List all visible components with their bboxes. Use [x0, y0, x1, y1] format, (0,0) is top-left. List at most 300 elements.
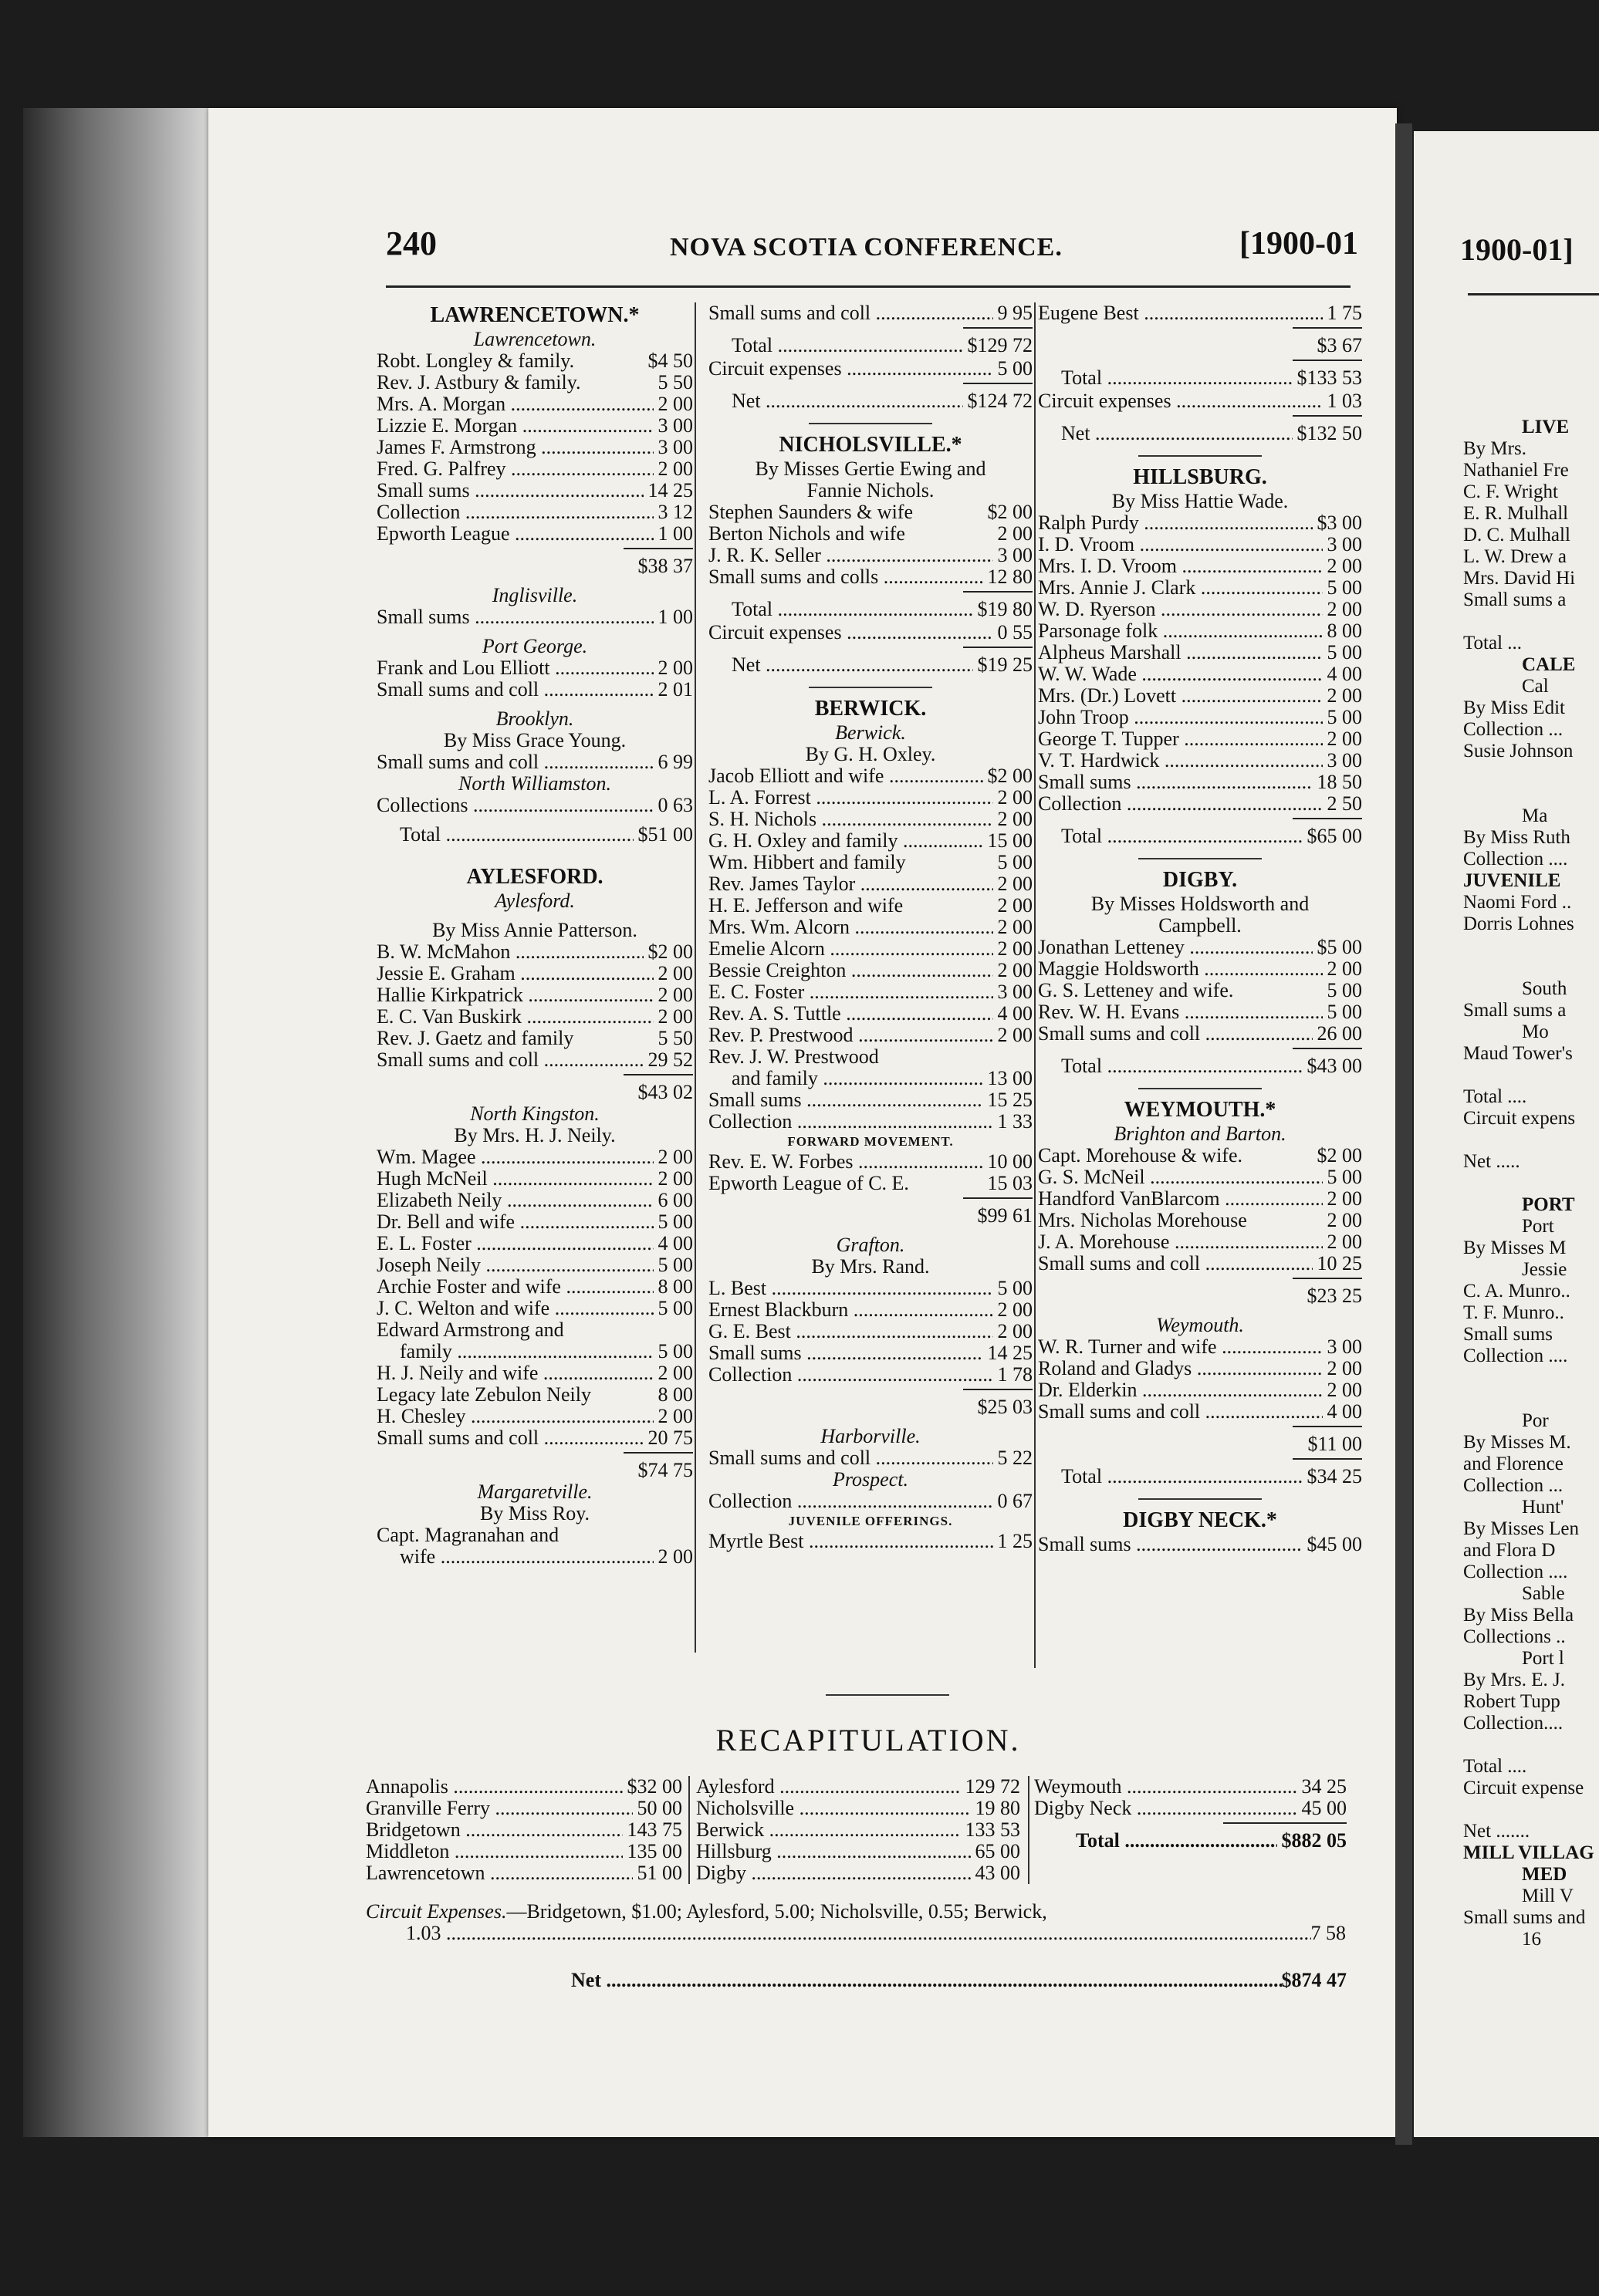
net-label: Net .....: [571, 1969, 1282, 1992]
contribution-entry: [708, 1151, 1033, 1173]
subtotal-line: [377, 1082, 693, 1103]
contribution-entry: [1038, 1023, 1362, 1045]
header-rule: [386, 285, 1351, 288]
net-amount: $874 47: [1281, 1969, 1347, 1991]
contribution-amount: 2 00: [658, 1545, 693, 1568]
contribution-amount: 1 33: [997, 1110, 1033, 1133]
facing-page-line: Total ....: [1463, 1086, 1527, 1107]
contributor-name: J. C. Welton and wife .....: [377, 1298, 654, 1319]
facing-page-line: Jessie: [1522, 1259, 1567, 1280]
circuit-text: —Bridgetown, $1.00; Aylesford, 5.00; Nicholsville, 0.55; Berwick,: [506, 1900, 1047, 1923]
section-heading: HILLSBURG.: [1133, 465, 1267, 489]
contributor-name: Rev. J. Astbury & family.: [377, 372, 581, 393]
subtotal-line: [708, 1205, 1033, 1227]
facing-page-line: T. F. Munro..: [1463, 1302, 1564, 1323]
section-rule: [809, 687, 932, 688]
contributor-name: Small sums and coll .....: [377, 679, 654, 701]
contributor-name: Wm. Magee .....: [377, 1146, 654, 1168]
subtotal-amount: $43 02: [637, 1081, 693, 1103]
page-number: 240: [386, 225, 437, 262]
facing-page-line: Small sums and: [1463, 1907, 1586, 1928]
contribution-amount: 5 00: [997, 1277, 1033, 1299]
total-label: Net .....: [1038, 423, 1293, 446]
contribution-amount: 2 00: [1327, 728, 1362, 750]
facing-page-line: LIVE: [1522, 417, 1570, 437]
recap-entry: [696, 1798, 1020, 1819]
contribution-amount: 0 55: [997, 621, 1033, 643]
total-amount: $132 50: [1296, 422, 1362, 444]
contributor-name: E. L. Foster .....: [377, 1233, 654, 1254]
contribution-entry: [708, 917, 1033, 938]
contributor-name: Roland and Gladys .....: [1038, 1358, 1323, 1379]
facing-page-line: 16: [1522, 1929, 1541, 1950]
contribution-entry: [708, 895, 1033, 917]
contributor-name: family .....: [377, 1341, 654, 1362]
section-rule: [1138, 1088, 1262, 1089]
recap-entry: [366, 1798, 682, 1819]
place-subheading: Harborville.: [820, 1425, 921, 1447]
section-rule: [1138, 455, 1262, 457]
contribution-entry: [708, 1003, 1033, 1025]
contributor-name: Rev. E. W. Forbes .....: [708, 1151, 983, 1173]
contribution-amount: 4 00: [658, 1232, 693, 1254]
contribution-entry: [377, 1233, 693, 1254]
contribution-entry: [377, 523, 693, 545]
facing-header-rule: [1468, 293, 1599, 295]
facing-page-line: Total ...: [1463, 633, 1523, 653]
recap-amount: 133 53: [965, 1818, 1020, 1841]
contribution-amount: 8 00: [658, 1275, 693, 1298]
contributor-name: Capt. Morehouse & wife.: [1038, 1145, 1243, 1167]
contributor-name: G. E. Best .....: [708, 1321, 993, 1342]
facing-page-line: D. C. Mulhall: [1463, 525, 1570, 545]
contribution-entry: [708, 787, 1033, 809]
total-amount: $133 53: [1296, 366, 1362, 389]
facing-page-line: By Misses M.: [1463, 1432, 1571, 1453]
circuit-label: Circuit Expenses.: [366, 1900, 507, 1923]
total-label: Total .....: [377, 824, 634, 847]
contribution-entry: [377, 679, 693, 701]
recap-entry: [366, 1841, 682, 1862]
recap-amount: 143 75: [627, 1818, 682, 1841]
book-edge: [23, 108, 224, 2137]
contributor-name: Mrs. (Dr.) Lovett .....: [1038, 685, 1323, 707]
contribution-amount: 2 00: [997, 1298, 1033, 1321]
contribution-entry: [1038, 707, 1362, 728]
collector-line: Campbell.: [1158, 914, 1242, 937]
contribution-entry: [377, 941, 693, 963]
contribution-entry: [377, 1276, 693, 1298]
total-label: Total .....: [1038, 1055, 1303, 1079]
facing-page-line: By Mrs. E. J.: [1463, 1670, 1565, 1690]
contributor-name: Mrs. Wm. Alcorn .....: [708, 917, 993, 938]
contribution-entry: [708, 1491, 1033, 1512]
contributor-name: Small sums .....: [1038, 772, 1313, 793]
contributor-name: wife .....: [377, 1546, 654, 1568]
recap-entry: [696, 1776, 1020, 1798]
contributor-name: George T. Tupper .....: [1038, 728, 1323, 750]
total-line: [1038, 367, 1362, 390]
recap-divider: [1028, 1776, 1029, 1884]
contribution-amount: 5 50: [658, 371, 693, 393]
place-subheading: Port George.: [482, 635, 588, 657]
collector-line: By G. H. Oxley.: [805, 743, 936, 765]
contribution-entry: [1038, 772, 1362, 793]
contributor-name: Maggie Holdsworth .....: [1038, 958, 1323, 980]
contribution-amount: 2 00: [1327, 598, 1362, 620]
facing-page-line: Por: [1522, 1410, 1549, 1431]
contribution-entry: [708, 852, 1033, 873]
facing-page-line: Cal: [1522, 676, 1549, 697]
contributor-name: Emelie Alcorn .....: [708, 938, 993, 960]
contributor-name: Small sums and coll .....: [708, 1447, 993, 1469]
contributor-name: Hallie Kirkpatrick .....: [377, 984, 654, 1006]
circuit-expenses: [366, 1901, 1346, 1944]
section-heading: DIGBY.: [1162, 868, 1238, 892]
contribution-entry: [708, 981, 1033, 1003]
facing-page-line: CALE: [1522, 654, 1576, 675]
contribution-amount: 5 00: [1327, 706, 1362, 728]
facing-page-header: 1900-01]: [1460, 232, 1574, 267]
subtotal-line: [1038, 335, 1362, 356]
facing-page-line: C. A. Munro..: [1463, 1281, 1570, 1302]
contribution-entry: [377, 751, 693, 773]
contribution-entry: [708, 622, 1033, 643]
recap-name: Annapolis .....: [366, 1776, 623, 1798]
place-subheading: Weymouth.: [1156, 1314, 1244, 1336]
contributor-name: John Troop .....: [1038, 707, 1323, 728]
facing-page-line: South: [1522, 978, 1567, 999]
contribution-entry: [708, 1364, 1033, 1386]
contribution-entry: [377, 1028, 693, 1049]
circuit-amount: 7 58: [1310, 1922, 1346, 1944]
facing-page-line: Collection ....: [1463, 1562, 1568, 1582]
collector-line: By Mrs. Rand.: [811, 1255, 930, 1278]
contribution-amount: 20 75: [647, 1427, 693, 1449]
contribution-entry: [708, 1531, 1033, 1552]
contributor-name: Small sums .....: [377, 606, 654, 628]
facing-page-line: Net .....: [1463, 1151, 1520, 1172]
column-1: [377, 302, 693, 1568]
running-header: [386, 224, 1358, 270]
recap-total-line: [1034, 1830, 1347, 1853]
facing-page-line: Susie Johnson: [1463, 741, 1574, 761]
contributor-name: Circuit expenses .....: [708, 358, 993, 380]
facing-page-line: C. F. Wright: [1463, 481, 1558, 502]
contributor-name: W. R. Turner and wife .....: [1038, 1336, 1323, 1358]
contributor-name: Archie Foster and wife .....: [377, 1276, 654, 1298]
total-amount: $19 25: [977, 653, 1033, 676]
contribution-amount: $2 00: [1317, 1144, 1362, 1167]
contributor-name: Small sums and coll .....: [377, 1427, 644, 1449]
subtotal-amount: $38 37: [637, 555, 693, 577]
contributor-name: Collection .....: [708, 1364, 993, 1386]
recap-entry: [696, 1819, 1020, 1841]
contribution-entry: [1038, 599, 1362, 620]
contribution-entry: [708, 501, 1033, 523]
recap-name: Aylesford .....: [696, 1776, 961, 1798]
contributor-name: Hugh McNeil .....: [377, 1168, 654, 1190]
contribution-amount: 1 00: [658, 606, 693, 628]
contributor-name: Rev. J. W. Prestwood: [708, 1046, 879, 1068]
contribution-amount: 2 00: [997, 522, 1033, 545]
contribution-amount: $5 00: [1317, 936, 1362, 958]
contribution-entry: [1038, 750, 1362, 772]
contribution-entry: [1038, 1231, 1362, 1253]
contributor-name: Collection .....: [708, 1491, 993, 1512]
contribution-amount: 2 00: [997, 937, 1033, 960]
section-heading: LAWRENCETOWN.*: [430, 303, 640, 327]
recap-name: Berwick .....: [696, 1819, 961, 1841]
contributor-name: Collections .....: [377, 795, 654, 816]
section-heading: AYLESFORD.: [466, 865, 603, 889]
recap-amount: 45 00: [1301, 1797, 1347, 1819]
contributor-name: V. T. Hardwick .....: [1038, 750, 1323, 772]
contributor-name: Collection .....: [708, 1111, 993, 1133]
contributor-name: Bessie Creighton .....: [708, 960, 993, 981]
facing-page-line: Net .......: [1463, 1821, 1530, 1842]
contribution-entry: [708, 960, 1033, 981]
subtotal-amount: $3 67: [1317, 334, 1362, 356]
recap-amount: 135 00: [627, 1840, 682, 1862]
contribution-entry: [377, 657, 693, 679]
recap-entry: [696, 1841, 1020, 1862]
facing-page-line: By Mrs.: [1463, 438, 1526, 459]
contribution-amount: 4 00: [997, 1002, 1033, 1025]
facing-page-line: and Florence: [1463, 1454, 1564, 1474]
facing-page-line: By Miss Ruth: [1463, 827, 1570, 848]
facing-page-line: Total ....: [1463, 1756, 1527, 1777]
contribution-entry: [1038, 685, 1362, 707]
contributor-name: Circuit expenses .....: [1038, 390, 1323, 412]
contribution-amount: 2 00: [658, 393, 693, 415]
place-subheading: Grafton.: [836, 1234, 905, 1256]
contribution-entry: [708, 765, 1033, 787]
contribution-entry: [708, 1046, 1033, 1068]
recap-amount: 129 72: [965, 1775, 1020, 1798]
facing-page-line: Collection ....: [1463, 849, 1568, 869]
contributor-name: W. D. Ryerson .....: [1038, 599, 1323, 620]
contribution-amount: $2 00: [987, 765, 1033, 787]
contribution-amount: 5 22: [997, 1447, 1033, 1469]
contribution-amount: 2 00: [1327, 1231, 1362, 1253]
total-label: Total .....: [1038, 1466, 1303, 1489]
column-divider: [695, 302, 696, 1653]
contribution-amount: 18 50: [1317, 771, 1362, 793]
collector-line: By Misses Gertie Ewing and: [755, 458, 986, 480]
contributor-name: Small sums .....: [708, 1089, 983, 1111]
contribution-entry: [377, 415, 693, 437]
contribution-amount: 10 25: [1317, 1252, 1362, 1275]
contribution-entry: [377, 1319, 693, 1341]
total-line: [377, 824, 693, 847]
recap-name: Digby Neck .....: [1034, 1798, 1297, 1819]
section-heading: BERWICK.: [814, 697, 927, 721]
contribution-entry: [377, 1049, 693, 1071]
spacer: [377, 847, 693, 864]
contribution-entry: [377, 393, 693, 415]
contribution-amount: 2 00: [658, 962, 693, 984]
contribution-entry: [1038, 1210, 1362, 1231]
contributor-name: Small sums and coll .....: [377, 1049, 644, 1071]
contribution-entry: [377, 350, 693, 372]
contributor-name: Rev. P. Prestwood .....: [708, 1025, 993, 1046]
contribution-amount: $45 00: [1307, 1533, 1362, 1555]
contribution-amount: [688, 1319, 693, 1341]
facing-page-line: MED: [1522, 1864, 1567, 1885]
contribution-entry: [708, 302, 1033, 324]
contribution-entry: [1038, 1379, 1362, 1401]
contribution-entry: [1038, 958, 1362, 980]
contribution-entry: [708, 938, 1033, 960]
contribution-amount: 5 00: [1327, 1001, 1362, 1023]
small-caps-heading: FORWARD MOVEMENT.: [787, 1134, 954, 1149]
contribution-entry: [1038, 1145, 1362, 1167]
subtotal-amount: $11 00: [1307, 1433, 1362, 1455]
contribution-amount: 1 00: [658, 522, 693, 545]
contribution-entry: [1038, 1167, 1362, 1188]
column-3: [1038, 302, 1362, 1555]
circuit-text-2: 1.03 .....: [366, 1923, 1311, 1944]
contribution-amount: 2 00: [1327, 1209, 1362, 1231]
recap-amount: 51 00: [637, 1862, 682, 1884]
contribution-entry: [1038, 793, 1362, 815]
contribution-amount: 15 00: [987, 829, 1033, 852]
facing-page-line: Ma: [1522, 805, 1548, 826]
collector-line: By Miss Hattie Wade.: [1111, 490, 1289, 512]
contribution-entry: [377, 1362, 693, 1384]
facing-page-line: Maud Tower's: [1463, 1043, 1573, 1064]
facing-page-line: By Miss Edit: [1463, 697, 1565, 718]
collector-line: By Mrs. H. J. Neily.: [454, 1124, 616, 1146]
book-gutter: [1395, 123, 1412, 2145]
recap-amount: 50 00: [637, 1797, 682, 1819]
contribution-entry: [377, 372, 693, 393]
contribution-amount: 2 00: [658, 1405, 693, 1427]
contribution-entry: [1038, 390, 1362, 412]
recap-name: Nicholsville .....: [696, 1798, 971, 1819]
contribution-amount: 2 00: [1327, 1357, 1362, 1379]
facing-page-line: JUVENILE: [1463, 870, 1561, 891]
collector-line: By Miss Annie Patterson.: [432, 919, 637, 941]
recap-amount: $32 00: [627, 1775, 682, 1798]
contribution-amount: 5 00: [997, 851, 1033, 873]
subtotal-line: [377, 555, 693, 577]
total-amount: $43 00: [1307, 1055, 1362, 1077]
contributor-name: Mrs. Annie J. Clark .....: [1038, 577, 1323, 599]
contributor-name: E. C. Foster .....: [708, 981, 993, 1003]
contributor-name: Small sums and colls .....: [708, 566, 983, 588]
contribution-entry: [708, 1111, 1033, 1133]
contribution-entry: [1038, 302, 1362, 324]
contributor-name: Circuit expenses .....: [708, 622, 993, 643]
subtotal-amount: $99 61: [977, 1204, 1033, 1227]
contributor-name: Jessie E. Graham .....: [377, 963, 654, 984]
contribution-entry: [1038, 728, 1362, 750]
contributor-name: Epworth League of C. E.: [708, 1173, 909, 1194]
total-line: [1038, 826, 1362, 849]
contributor-name: I. D. Vroom .....: [1038, 534, 1323, 555]
contributor-name: Parsonage folk .....: [1038, 620, 1323, 642]
facing-page-line: Dorris Lohnes: [1463, 913, 1574, 934]
facing-page-line: and Flora D: [1463, 1540, 1556, 1561]
subtotal-line: [1038, 1433, 1362, 1455]
contribution-amount: 5 50: [658, 1027, 693, 1049]
total-label: Net .....: [708, 390, 963, 414]
contribution-amount: 2 00: [658, 1362, 693, 1384]
contribution-entry: [708, 809, 1033, 830]
facing-page-line: Sable: [1522, 1583, 1565, 1604]
contribution-amount: 2 00: [658, 1005, 693, 1028]
recap-divider: [688, 1776, 690, 1884]
contribution-amount: [1028, 1046, 1033, 1068]
contribution-entry: [708, 1025, 1033, 1046]
contribution-amount: 5 00: [658, 1254, 693, 1276]
contribution-entry: [1038, 642, 1362, 663]
recap-entry: [366, 1862, 682, 1884]
section-rule: [1138, 1498, 1262, 1500]
total-amount: $51 00: [637, 823, 693, 846]
contribution-entry: [708, 1342, 1033, 1364]
place-subheading: Brooklyn.: [495, 707, 574, 730]
facing-page-line: Small sums a: [1463, 589, 1567, 610]
recap-column-3: [1034, 1776, 1347, 1853]
contribution-amount: 5 00: [658, 1210, 693, 1233]
facing-page-line: Circuit expense: [1463, 1778, 1584, 1798]
total-line: [1038, 423, 1362, 446]
total-line: [708, 599, 1033, 622]
contributor-name: Collection .....: [1038, 793, 1323, 815]
contribution-entry: [708, 873, 1033, 895]
contribution-entry: [377, 1427, 693, 1449]
contribution-amount: 2 00: [1327, 1379, 1362, 1401]
recap-total-amount: $882 05: [1281, 1829, 1347, 1852]
place-subheading: North Williamston.: [458, 772, 611, 795]
contribution-entry: [377, 963, 693, 984]
contributor-name: Small sums .....: [1038, 1534, 1303, 1555]
contributor-name: Jacob Elliott and wife .....: [708, 765, 983, 787]
facing-page-line: Collection ....: [1463, 1346, 1568, 1366]
section-heading: NICHOLSVILLE.*: [779, 433, 962, 457]
place-subheading: North Kingston.: [470, 1102, 600, 1125]
contribution-entry: [377, 1146, 693, 1168]
contribution-amount: 2 00: [997, 916, 1033, 938]
total-line: [1038, 1466, 1362, 1489]
contribution-amount: 2 50: [1327, 792, 1362, 815]
place-subheading: Aylesford.: [495, 890, 575, 912]
contribution-amount: 5 00: [1327, 641, 1362, 663]
place-subheading: Margaretville.: [477, 1481, 593, 1503]
subtotal-amount: $25 03: [977, 1396, 1033, 1418]
facing-page-line: Collections ..: [1463, 1626, 1566, 1647]
contribution-amount: 2 00: [997, 894, 1033, 917]
contribution-entry: [708, 1447, 1033, 1469]
small-caps-heading: JUVENILE OFFERINGS.: [788, 1514, 953, 1528]
contribution-amount: 14 25: [987, 1342, 1033, 1364]
facing-page-line: Mo: [1522, 1021, 1549, 1042]
contribution-entry: [377, 1190, 693, 1211]
subtotal-amount: $74 75: [637, 1459, 693, 1481]
section-heading: WEYMOUTH.*: [1124, 1098, 1276, 1122]
contributor-name: Wm. Hibbert and family: [708, 852, 906, 873]
contributor-name: H. E. Jefferson and wife: [708, 895, 904, 917]
contributor-name: Joseph Neily .....: [377, 1254, 654, 1276]
contribution-entry: [377, 795, 693, 816]
recap-entry: [696, 1862, 1020, 1884]
contributor-name: Ralph Purdy .....: [1038, 512, 1313, 534]
contribution-amount: 2 01: [658, 678, 693, 701]
place-subheading: Inglisville.: [492, 584, 578, 606]
